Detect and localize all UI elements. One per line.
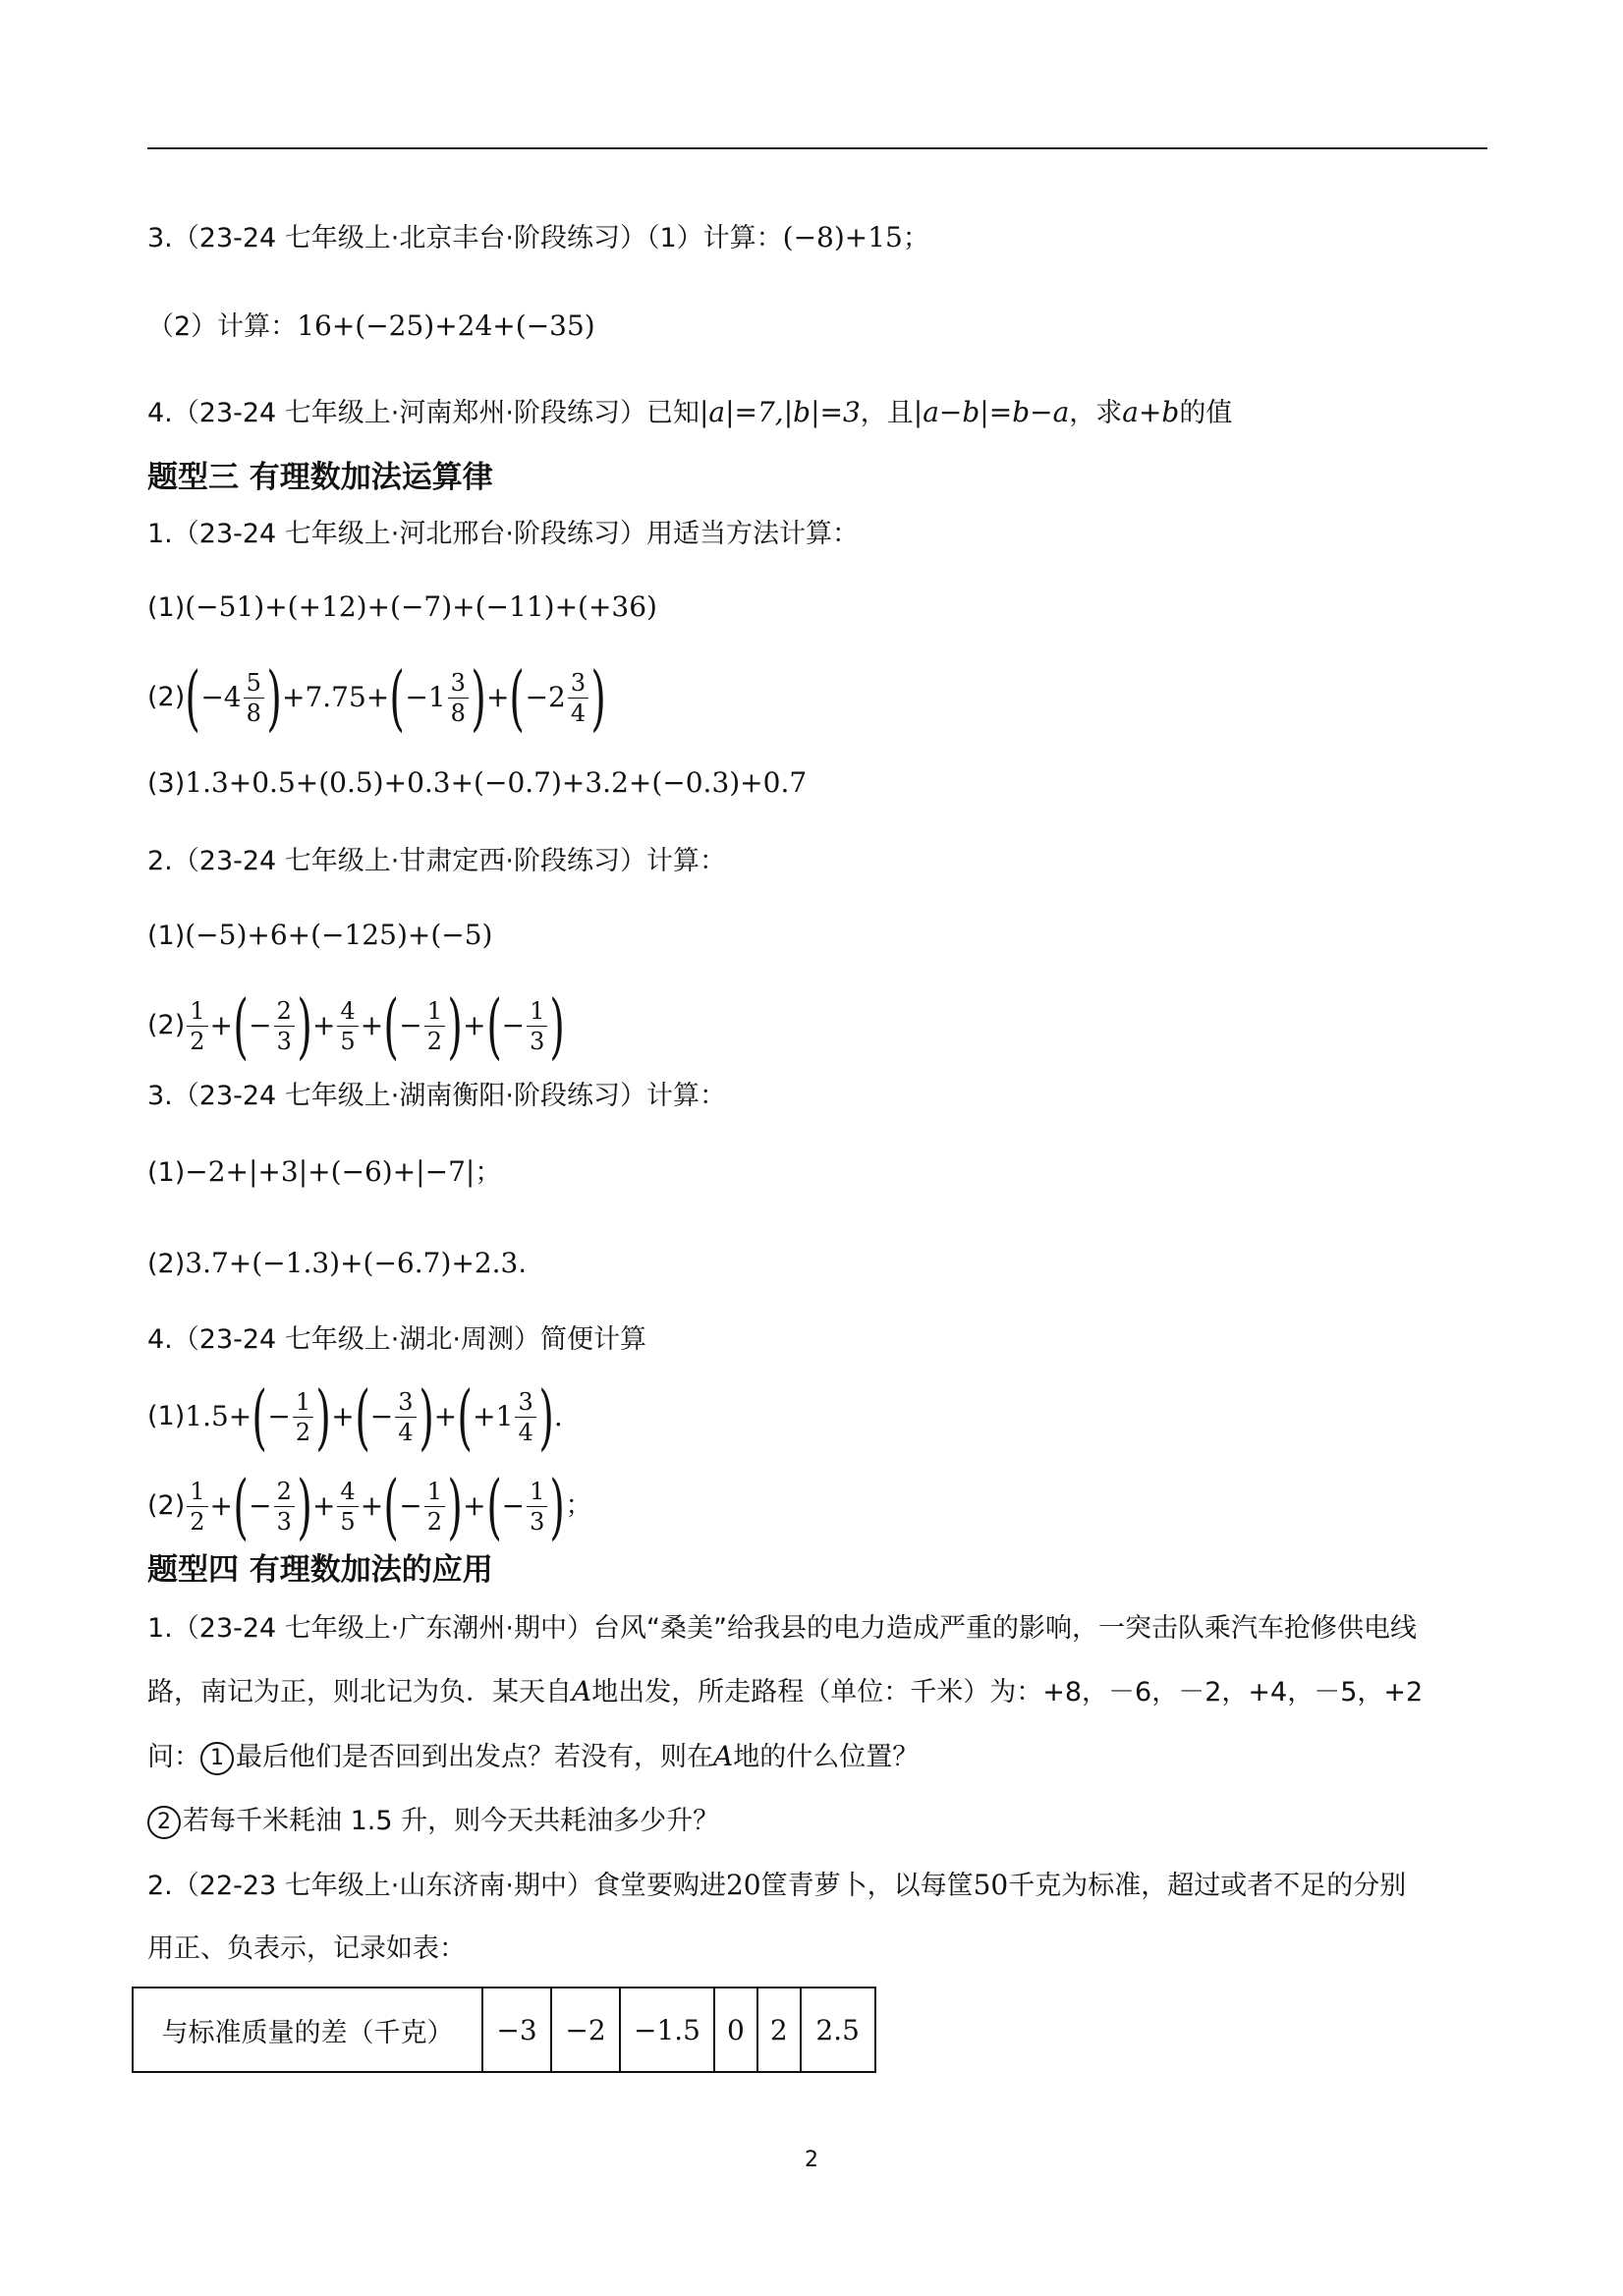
punctuation: ；	[902, 223, 929, 253]
problem-4	[147, 393, 1232, 433]
math-expression: 1.3+0.5+(0.5)+0.3+(−0.7)+3.2+(−0.3)+0.7	[185, 766, 808, 799]
part-label: (1)	[147, 592, 186, 623]
part-label: (1)	[147, 1157, 186, 1188]
fraction: $\frac{3}{4}$	[568, 668, 588, 728]
part-label: (2)	[147, 1249, 186, 1279]
table-cell: −2	[551, 1988, 620, 2072]
connector-text: 的值	[1179, 398, 1233, 428]
fraction: $\frac{4}{5}$	[337, 996, 358, 1056]
math-expression: 3.7+(−1.3)+(−6.7)+2.3	[185, 1247, 519, 1279]
fraction: $\frac{5}{8}$	[244, 668, 264, 728]
part-label: (2)	[147, 1010, 186, 1040]
math-expression: −2+|+3|+(−6)+|−7|	[185, 1155, 476, 1188]
table-cell: 2.5	[801, 1988, 875, 2072]
table-cell: 2	[757, 1988, 801, 2072]
math-condition: |a−b|=b−a	[913, 396, 1070, 428]
fraction: $\frac{1}{2}$	[424, 996, 445, 1056]
circled-number: 1	[200, 1742, 234, 1775]
fraction: $\frac{2}{3}$	[274, 996, 295, 1056]
number: 50	[973, 1869, 1009, 1901]
s4-question-1-line-3	[147, 1737, 919, 1777]
s3-question-2-stem: 2.（23-24 七年级上·甘肃定西·阶段练习）计算：	[147, 846, 726, 876]
problem-3	[147, 218, 929, 258]
fraction: $\frac{1}{2}$	[424, 1477, 445, 1537]
s4-question-1-line-1: 1.（23-24 七年级上·广东潮州·期中）台风“桑美”给我县的电力造成严重的影响，一突击队乘汽车抢修供电线	[147, 1613, 1417, 1644]
table-cell: 0	[714, 1988, 757, 2072]
part-label: (1)	[147, 1401, 186, 1431]
whole-number: +1	[473, 1400, 514, 1432]
body-text: 千克为标准，超过或者不足的分别	[1008, 1871, 1407, 1901]
fraction: $\frac{1}{3}$	[527, 1477, 547, 1537]
math-expression: (−51)+(+12)+(−7)+(−11)+(+36)	[185, 590, 657, 623]
fraction: $\frac{3}{8}$	[448, 668, 469, 728]
part-label: (2)	[147, 682, 186, 712]
part-label: （2）计算：	[147, 311, 298, 342]
whole-number: −1	[405, 681, 446, 713]
math-expression: +7.75+	[282, 681, 390, 713]
part-label: (1)	[147, 921, 186, 951]
s3-question-2-part-2: (2) $\frac{1}{2}$ + ( − $\frac{2}{3}$ ) + $\frac{4}{5}$ + ( − $\frac{1}{2}$ ) + ( − $\frac{1}{3}$ )	[147, 984, 566, 1067]
body-text: 筐青萝卜，以每筐	[760, 1871, 974, 1901]
math-expression: (−5)+6+(−125)+(−5)	[185, 919, 493, 951]
whole-number: −2	[525, 681, 566, 713]
s4-question-1-line-2	[147, 1672, 1423, 1712]
fraction: $\frac{3}{4}$	[395, 1387, 416, 1447]
connector-text: ，且	[860, 398, 914, 428]
table-row	[133, 1988, 875, 2072]
part-label: (2)	[147, 1490, 186, 1521]
part-label: (3)	[147, 768, 186, 799]
math-variable: A	[713, 1740, 734, 1772]
connector-text: ，求	[1069, 398, 1123, 428]
math-expression: 16+(−25)+24+(−35)	[297, 309, 595, 342]
math-expression: (−8)+15	[782, 221, 903, 253]
punctuation: .	[553, 1400, 563, 1432]
math-target: a+b	[1122, 396, 1180, 428]
body-text: 地出发，所走路程（单位：千米）为：+8，－6，－2，+4，－5，+2	[591, 1677, 1424, 1708]
circled-number: 2	[147, 1806, 181, 1839]
table-cell: −1.5	[620, 1988, 714, 2072]
number: 20	[725, 1869, 761, 1901]
s3-question-4-part-2: (2) $\frac{1}{2}$ + ( − $\frac{2}{3}$ ) + $\frac{4}{5}$ + ( − $\frac{1}{2}$ ) + ( − $\frac{1}{3}$ ) ；	[147, 1465, 592, 1547]
section-heading-4: 题型四 有理数加法的应用	[147, 1552, 493, 1588]
s3-question-1-part-3	[147, 763, 807, 804]
fraction: $\frac{1}{3}$	[527, 996, 547, 1056]
body-text: 路，南记为正，则北记为负．某天自	[147, 1677, 572, 1708]
body-text: 若每千米耗油 1.5 升，则今天共耗油多少升？	[183, 1806, 720, 1836]
math-variable: A	[572, 1675, 592, 1708]
whole-number: −4	[200, 681, 242, 713]
s4-question-2-line-1	[147, 1866, 1406, 1906]
fraction: $\frac{2}{3}$	[274, 1477, 295, 1537]
table-cell: −3	[482, 1988, 551, 2072]
problem-number: 3.	[147, 223, 173, 253]
s3-question-3-part-1	[147, 1152, 501, 1193]
fraction: $\frac{1}{2}$	[293, 1387, 313, 1447]
problem-number: 4.	[147, 398, 173, 428]
problem-stem: （23-24 七年级上·北京丰台·阶段练习）（1）计算：	[172, 223, 783, 253]
s3-question-3-stem: 3.（23-24 七年级上·湖南衡阳·阶段练习）计算：	[147, 1081, 726, 1111]
s3-question-4-part-1: (1) 1.5+ ( − $\frac{1}{2}$ ) + ( − $\frac{3}{4}$ ) + ( +1 $\frac{3}{4}$ ) .	[147, 1375, 563, 1458]
body-text: 问：	[147, 1742, 200, 1772]
punctuation: ；	[475, 1157, 502, 1188]
problem-3-part-2	[147, 307, 595, 347]
punctuation: ；	[565, 1490, 592, 1521]
s3-question-3-part-2	[147, 1244, 527, 1284]
page-number: 2	[805, 2148, 818, 2172]
mass-difference-table	[132, 1987, 876, 2073]
s3-question-4-stem: 4.（23-24 七年级上·湖北·周测）简便计算	[147, 1324, 646, 1355]
s3-question-1-part-1	[147, 588, 657, 628]
punctuation: .	[518, 1249, 527, 1279]
math-condition: |a|=7,|b|=3	[699, 396, 861, 428]
section-heading-3: 题型三 有理数加法运算律	[147, 460, 493, 495]
s3-question-2-part-1	[147, 916, 492, 956]
body-text: 地的什么位置？	[733, 1742, 920, 1772]
fraction: $\frac{3}{4}$	[515, 1387, 535, 1447]
s3-question-1-stem: 1.（23-24 七年级上·河北邢台·阶段练习）用适当方法计算：	[147, 519, 859, 549]
body-text: 最后他们是否回到出发点？若没有，则在	[236, 1742, 713, 1772]
fraction: $\frac{4}{5}$	[337, 1477, 358, 1537]
s3-question-1-part-2: (2) ( −4 $\frac{5}{8}$ ) +7.75+ ( −1 $\frac{3}{8}$ ) + ( −2 $\frac{3}{4}$ )	[147, 656, 606, 739]
table-header-cell: 与标准质量的差（千克）	[133, 1988, 482, 2072]
fraction: $\frac{1}{2}$	[187, 1477, 207, 1537]
fraction: $\frac{1}{2}$	[187, 996, 207, 1056]
s4-question-2-line-2: 用正、负表示，记录如表：	[147, 1933, 466, 1964]
problem-stem: （23-24 七年级上·河南郑州·阶段练习）已知	[172, 398, 700, 428]
s4-question-1-line-4	[147, 1802, 719, 1841]
math-expression: 1.5+	[185, 1400, 252, 1432]
header-rule	[147, 147, 1487, 149]
body-text: 2.（22-23 七年级上·山东济南·期中）食堂要购进	[147, 1871, 726, 1901]
